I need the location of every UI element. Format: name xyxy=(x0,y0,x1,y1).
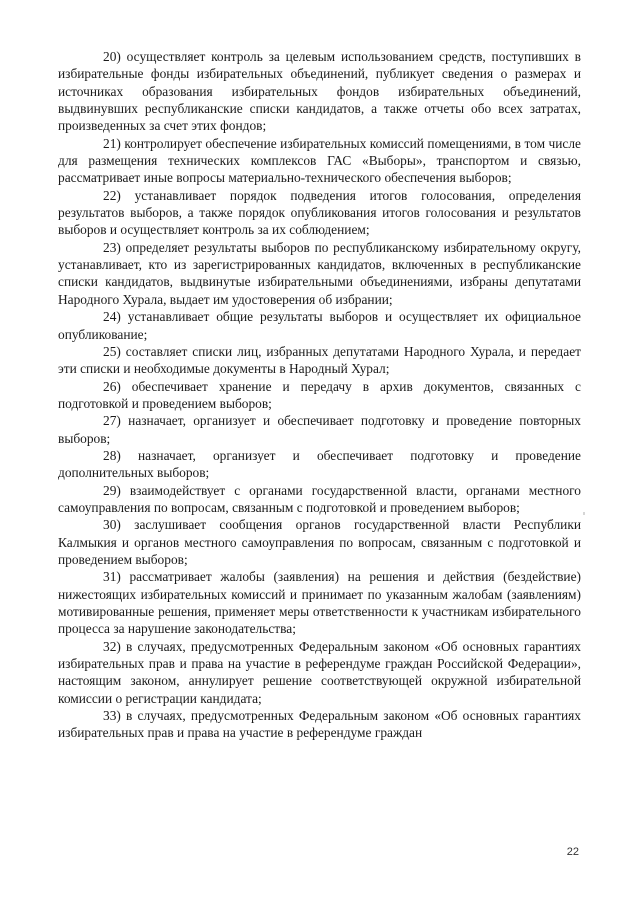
paragraph-item-22: 22) устанавливает порядок подведения итогов голосования, определения результатов выборов, а также порядок опубликования итогов голосования и результатов выборов и осуществляет контроль за их соблюдением; xyxy=(58,187,581,238)
paragraph-item-20: 20) осуществляет контроль за целевым использованием средств, поступивших в избирательные фонды избирательных объединений, публикует сведения о размерах и источниках образования избирательных фондов избирательных объединений, выдвинувших республиканские списки кандидатов, а также отчеты обо всех затратах, произведенных за счет этих фондов; xyxy=(58,49,581,134)
page-number: 22 xyxy=(566,846,579,858)
paragraph-item-29: 29) взаимодействует с органами государственной власти, органами местного самоуправления по вопросам, связанным с подготовкой и проведением выборов; xyxy=(58,482,581,515)
scan-speck xyxy=(583,512,585,515)
paragraph-item-30: 30) заслушивает сообщения органов государственной власти Республики Калмыкия и органов местного самоуправления по вопросам, связанным с подготовкой и проведением выборов; xyxy=(58,517,581,567)
paragraph-item-33: 33) в случаях, предусмотренных Федеральным законом «Об основных гарантиях избирательных прав и права на участие в референдуме граждан xyxy=(58,708,581,741)
paragraph-item-26: 26) обеспечивает хранение и передачу в архив документов, связанных с подготовкой и проведением выборов; xyxy=(58,378,581,411)
paragraph-item-27: 27) назначает, организует и обеспечивает подготовку и проведение повторных выборов; xyxy=(58,413,581,446)
paragraph-item-24: 24) устанавливает общие результаты выборов и осуществляет их официальное опубликование; xyxy=(58,309,581,342)
paragraph-item-25: 25) составляет списки лиц, избранных депутатами Народного Хурала, и передает эти списки и необходимые документы в Народный Хурал; xyxy=(58,343,581,377)
paragraph-item-23: 23) определяет результаты выборов по республиканскому избирательному округу, устанавливает, кто из зарегистрированных кандидатов, включенных в республиканские списки кандидатов, выдвинутые избирательными объединениями, избраны депутатами Народного Хурала, выдает им удостоверения об избрании; xyxy=(58,239,581,307)
paragraph-item-32: 32) в случаях, предусмотренных Федеральным законом «Об основных гарантиях избирательных прав и права на участие в референдуме граждан Российской Федерации», настоящим законом, аннулирует решение соответствующей окружной избирательной комиссии о регистрации кандидата; xyxy=(58,638,581,706)
paragraph-item-31: 31) рассматривает жалобы (заявления) на решения и действия (бездействие) нижестоящих избирательных комиссий и принимает по указанным жалобам (заявлениям) мотивированные решения, применяет меры ответственности к участникам избирательного процесса за нарушение законодательства; xyxy=(58,569,581,637)
paragraph-item-21: 21) контролирует обеспечение избирательных комиссий помещениями, в том числе для размещения технических комплексов ГАС «Выборы», транспортом и связью, рассматривает иные вопросы материально-технического обеспечения выборов; xyxy=(58,135,581,186)
document-body xyxy=(58,48,581,742)
paragraph-item-28: 28) назначает, организует и обеспечивает подготовку и проведение дополнительных выборов; xyxy=(58,447,581,481)
